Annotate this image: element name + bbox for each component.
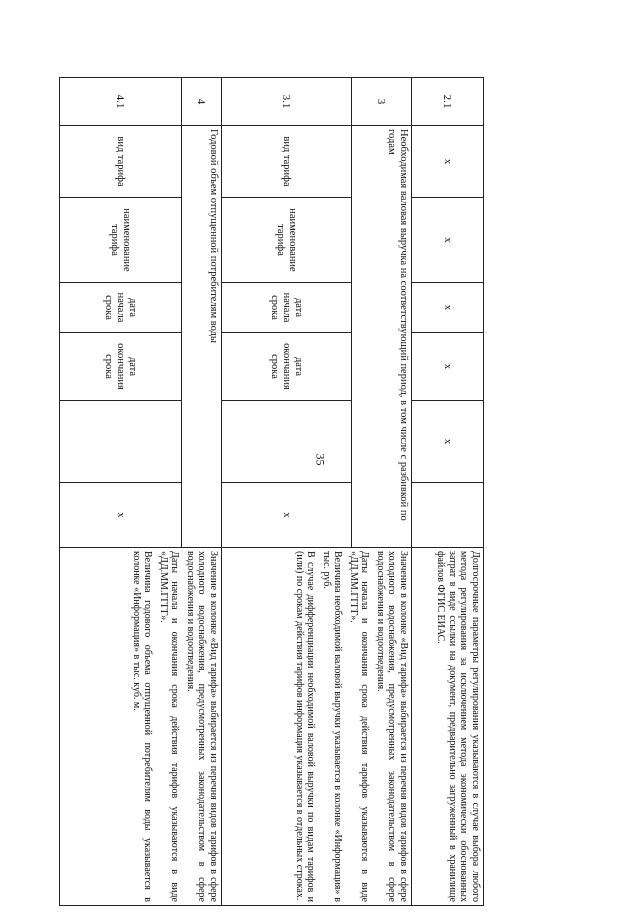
info-paragraph: Долгосрочные параметры регулирования указываются в случае выбора любого метода регулирования за исключением метода экономически обоснованных затрат в виде ссылки на документ, предварительно загруженный в хранилище файлов ФГИС ЕИАС.	[435, 551, 481, 902]
table-row	[182, 78, 222, 906]
cell-empty	[222, 401, 352, 483]
row-number: 3	[352, 78, 412, 126]
section-title: Необходимая валовая выручка на соответствующий период, в том числе с разбивкой по годам	[352, 126, 412, 548]
cell-end-date: дата окончания срока	[222, 333, 352, 401]
cell-end-date: дата окончания срока	[60, 333, 182, 401]
cell-empty	[412, 483, 484, 548]
cell-x: x	[412, 126, 484, 198]
info-paragraph: Величина годового объема отпущенной потребителям воды указывается в колонке «Информация» в тыс. куб. м.	[131, 551, 154, 902]
page-number: 35	[313, 453, 328, 466]
info-paragraph: Значение в колонке «Вид тарифа» выбирается из перечня видов тарифов в сфере холодного водоснабжения, предусмотренных законодательством в сфере водоснабжения и водоотведения.	[375, 551, 409, 902]
cell-x: x	[222, 483, 352, 548]
disclosure-table	[59, 77, 484, 906]
cell-x: x	[412, 333, 484, 401]
table-row	[352, 78, 412, 906]
info-paragraph: Значение в колонке «Вид тарифа» выбирается из перечня видов тарифов в сфере холодного водоснабжения, предусмотренных законодательством в сфере водоснабжения и водоотведения.	[185, 551, 219, 902]
cell-x: x	[412, 198, 484, 283]
info-cell	[412, 548, 484, 906]
rotated-table-sheet	[60, 77, 484, 905]
cell-tariff-name: наименование тарифа	[60, 198, 182, 283]
cell-tariff-name: наименование тарифа	[222, 198, 352, 283]
cell-tariff-type: вид тарифа	[60, 126, 182, 198]
cell-start-date: дата начала срока	[60, 283, 182, 333]
table-row	[412, 78, 484, 906]
cell-empty	[60, 401, 182, 483]
cell-x: x	[60, 483, 182, 548]
info-paragraph: Величина необходимой валовой выручки указывается в колонке «Информация» в тыс. руб.	[321, 551, 344, 902]
row-number: 2.1	[412, 78, 484, 126]
row-number: 4	[182, 78, 222, 126]
section-title: Годовой объем отпущенной потребителям воды	[182, 126, 222, 548]
cell-x: x	[412, 283, 484, 333]
info-cell	[60, 548, 222, 906]
info-paragraph: Даты начала и окончания срока действия тарифов указываются в виде «ДД.ММ.ГГГГ».	[348, 551, 371, 902]
row-number: 3.1	[222, 78, 352, 126]
cell-start-date: дата начала срока	[222, 283, 352, 333]
row-number: 4.1	[60, 78, 182, 126]
info-paragraph: Даты начала и окончания срока действия тарифов указываются в виде «ДД.ММ.ГГГГ».	[158, 551, 181, 902]
info-cell	[222, 548, 412, 906]
info-paragraph: В случае дифференциации необходимой валовой выручки по видам тарифов и (или) по срокам действия тарифов информация указывается в отдельных строках.	[294, 551, 317, 902]
cell-tariff-type: вид тарифа	[222, 126, 352, 198]
cell-x: x	[412, 401, 484, 483]
